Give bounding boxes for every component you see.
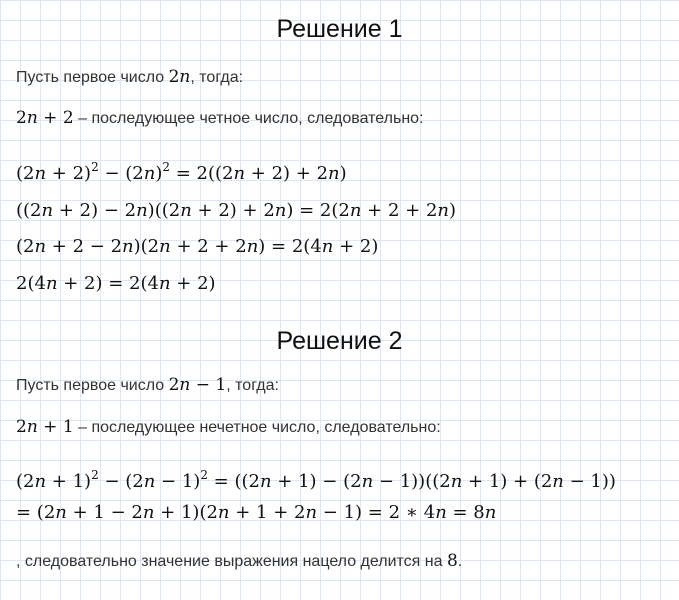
solution-1-equation-2: ((2n + 2) − 2n)((2n + 2) + 2n) = 2(2n + 2 + 2n) [16, 200, 457, 221]
intro-text: Пусть первое число [16, 69, 169, 86]
intro-math: 2n [168, 67, 191, 87]
solution-1-heading: Решение 1 [276, 15, 403, 43]
solution-2-equation-1: $(2n + 1)^2 - (2n - 1)^2 = ((2n + 1) - (2n - 1))((2n + 1) + (2n - 1))$ [16, 468, 616, 492]
solution-1-equation-3: (2n + 2 − 2n)(2n + 2 + 2n) = 2(4n + 2) [16, 236, 379, 257]
solution-2-conclusion [16, 550, 462, 573]
conclusion-text: , следовательно значение выражения нацело делится на [16, 553, 447, 570]
solution-2-next-number [16, 416, 441, 439]
intro-tail: , тогда: [190, 69, 244, 86]
next-math: 2n + 2 [16, 108, 74, 128]
solution-2-intro [16, 374, 279, 397]
solution-1-next-number [16, 107, 424, 130]
intro-math: 2n − 1 [168, 375, 227, 395]
solution-2-equation-2: = (2n + 1 − 2n + 1)(2n + 1 + 2n − 1) = 2 ∗ 4n = 8n [16, 502, 497, 523]
conclusion-math: 8 [446, 551, 458, 571]
intro-tail: , тогда: [226, 377, 279, 394]
conclusion-tail: . [457, 553, 463, 570]
solution-1-intro [16, 66, 243, 89]
solution-1-equation-4: 2(4n + 2) = 2(4n + 2) [16, 273, 216, 294]
next-math: 2n + 1 [16, 417, 74, 437]
solution-1-equation-1: $(2n + 2)^2 - (2n)^2 = 2((2n + 2) + 2n)$ [16, 160, 347, 184]
next-text: – последующее четное число, следовательно: [73, 110, 424, 127]
intro-text: Пусть первое число [16, 377, 169, 394]
solution-2-heading: Решение 2 [276, 327, 403, 355]
next-text: – последующее нечетное число, следовательно: [73, 419, 441, 436]
